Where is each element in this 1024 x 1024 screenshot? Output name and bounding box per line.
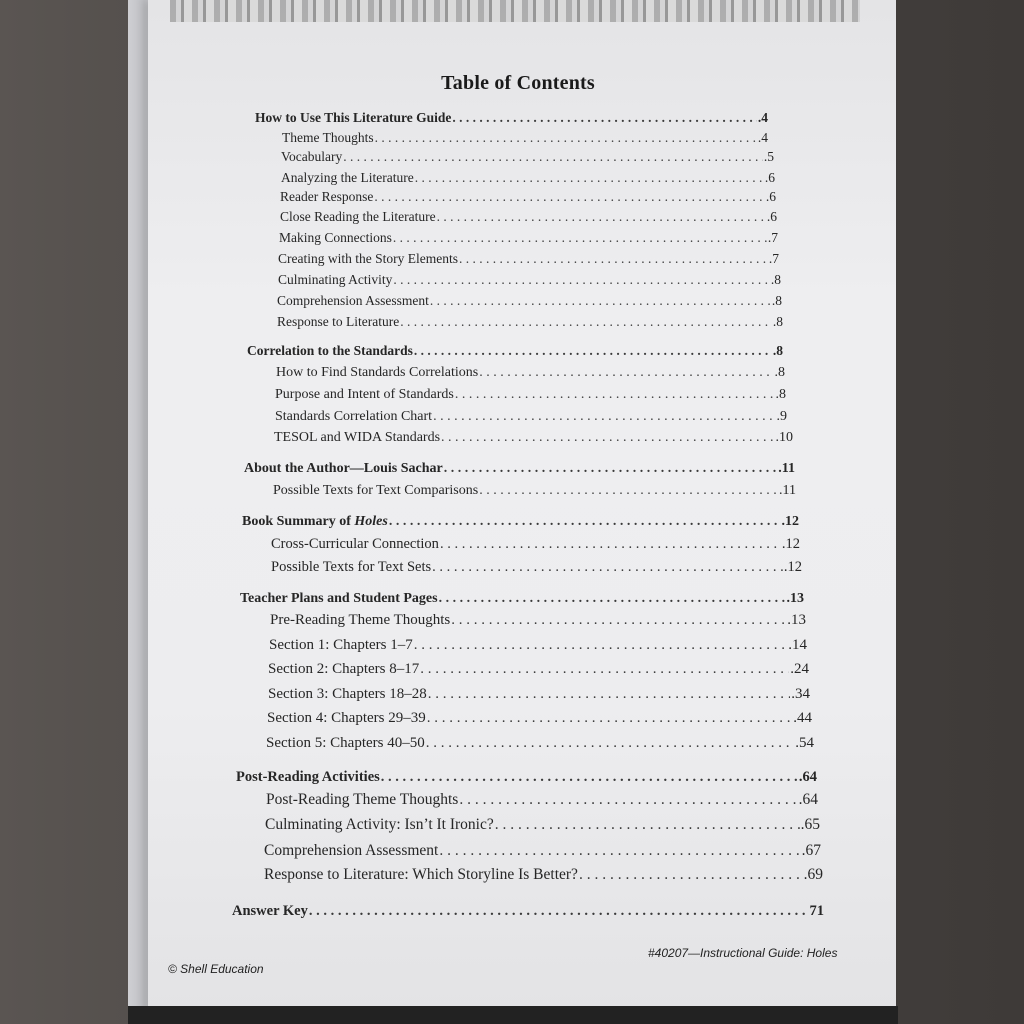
toc-entry xyxy=(280,189,776,205)
toc-label: Theme Thoughts xyxy=(282,130,374,145)
toc-entry xyxy=(270,612,806,629)
toc-label-book-title: Holes xyxy=(354,514,388,529)
toc-page: .64 xyxy=(798,791,818,808)
toc-leader xyxy=(428,686,791,703)
toc-entry xyxy=(264,866,823,884)
toc-leader xyxy=(444,461,778,477)
toc-label: Making Connections xyxy=(279,230,392,245)
toc-page: .6 xyxy=(766,209,777,224)
toc-label: Response to Literature: Which Storyline Is Better? xyxy=(264,866,578,883)
toc-entry xyxy=(271,559,802,576)
toc-leader xyxy=(459,791,797,809)
toc-label: TESOL and WIDA Standards xyxy=(274,430,441,445)
toc-page: .12 xyxy=(783,559,802,575)
toc-label xyxy=(242,514,388,530)
toc-entry xyxy=(280,209,777,225)
toc-label: Standards Correlation Chart xyxy=(275,409,433,424)
toc-label: Creating with the Story Elements xyxy=(278,251,458,266)
toc-page: .44 xyxy=(793,710,812,726)
toc-label: Culminating Activity: Isn’t It Ironic? xyxy=(265,816,494,833)
page-title: Table of Contents xyxy=(441,72,595,94)
toc-entry xyxy=(265,816,820,834)
toc-leader xyxy=(452,110,756,126)
toc-leader xyxy=(433,409,775,425)
toc-entry xyxy=(271,536,800,553)
toc-page: .8 xyxy=(771,293,782,308)
toc-label: Answer Key xyxy=(232,903,308,919)
toc-leader xyxy=(426,735,795,752)
toc-leader xyxy=(381,769,798,786)
toc-page: .6 xyxy=(765,189,776,204)
toc-page: .8 xyxy=(772,314,783,329)
toc-leader xyxy=(430,293,771,309)
toc-label: Comprehension Assessment xyxy=(277,293,429,308)
toc-heading xyxy=(240,591,804,607)
toc-leader xyxy=(439,591,786,607)
toc-entry xyxy=(278,251,779,267)
toc-entry xyxy=(275,387,786,403)
toc-entry xyxy=(281,170,775,186)
toc-label: Pre-Reading Theme Thoughts xyxy=(270,612,451,628)
toc-leader xyxy=(451,612,786,629)
toc-heading xyxy=(242,514,799,530)
toc-entry xyxy=(268,661,809,678)
toc-label: How to Use This Literature Guide xyxy=(255,110,452,125)
toc-leader xyxy=(393,230,767,246)
toc-entry xyxy=(277,293,782,309)
toc-page: .8 xyxy=(774,365,785,380)
toc-page: .9 xyxy=(776,409,787,424)
toc-entry xyxy=(273,483,796,499)
toc-label: Analyzing the Literature xyxy=(281,170,414,185)
toc-leader xyxy=(479,365,773,381)
toc-entry xyxy=(268,686,810,703)
toc-leader xyxy=(343,149,763,165)
toc-leader xyxy=(309,903,809,920)
toc-page: .54 xyxy=(795,735,814,751)
toc-entry xyxy=(276,365,785,381)
toc-label: Section 4: Chapters 29–39 xyxy=(267,710,426,726)
toc-leader xyxy=(441,430,774,446)
toc-entry xyxy=(281,149,774,165)
toc-page: .6 xyxy=(764,170,775,185)
toc-page: .64 xyxy=(798,769,817,785)
footer-copyright: © Shell Education xyxy=(168,962,264,976)
toc-page: .13 xyxy=(786,591,804,606)
toc-label: Reader Response xyxy=(280,189,374,204)
toc-label: Comprehension Assessment xyxy=(264,842,439,859)
toc-leader xyxy=(400,314,772,330)
toc-page: .67 xyxy=(801,842,821,859)
toc-leader xyxy=(479,483,778,499)
toc-label: Post-Reading Activities xyxy=(236,769,380,785)
toc-entry xyxy=(266,735,814,752)
toc-label: Section 3: Chapters 18–28 xyxy=(268,686,427,702)
toc-entry xyxy=(264,842,821,860)
toc-label: About the Author—Louis Sachar xyxy=(244,461,443,476)
toc-page: 71 xyxy=(809,903,824,919)
toc-leader xyxy=(420,661,789,678)
toc-heading xyxy=(255,110,768,126)
toc-label: Teacher Plans and Student Pages xyxy=(240,591,438,606)
toc-entry xyxy=(278,272,781,288)
toc-leader xyxy=(437,209,766,225)
toc-label: Response to Literature xyxy=(277,314,400,329)
footer-guide-title: #40207—Instructional Guide: Holes xyxy=(648,946,838,960)
toc-leader xyxy=(579,866,803,884)
toc-page: .69 xyxy=(803,866,823,883)
toc-page: .7 xyxy=(767,230,778,245)
toc-page: .14 xyxy=(788,637,807,653)
toc-page: .11 xyxy=(779,483,796,498)
toc-leader xyxy=(455,387,775,403)
toc-page: .13 xyxy=(787,612,806,628)
toc-label: Culminating Activity xyxy=(278,272,393,287)
toc-entry xyxy=(274,430,793,446)
toc-entry xyxy=(277,314,783,330)
toc-heading xyxy=(236,769,817,786)
toc-leader xyxy=(415,170,764,186)
toc-leader xyxy=(432,559,783,576)
toc-page: .12 xyxy=(781,536,800,552)
toc-label: Close Reading the Literature xyxy=(280,209,436,224)
toc-heading xyxy=(244,461,795,477)
toc-leader xyxy=(414,343,772,359)
toc-label: Purpose and Intent of Standards xyxy=(275,387,454,402)
toc-page: .34 xyxy=(791,686,810,702)
toc-label-prefix: Book Summary of xyxy=(242,514,355,529)
toc-label: Section 5: Chapters 40–50 xyxy=(266,735,425,751)
toc-label: How to Find Standards Correlations xyxy=(276,365,479,380)
toc-heading xyxy=(247,343,783,359)
toc-label: Post-Reading Theme Thoughts xyxy=(266,791,459,808)
toc-page: .12 xyxy=(781,514,799,529)
toc-label: Section 1: Chapters 1–7 xyxy=(269,637,413,653)
toc-entry xyxy=(266,791,818,809)
toc-page: .11 xyxy=(778,461,795,476)
toc-entry xyxy=(282,130,768,146)
toc-entry xyxy=(267,710,812,727)
toc-page: .7 xyxy=(768,251,779,266)
toc-page: .8 xyxy=(772,343,783,358)
toc-leader xyxy=(440,536,781,553)
toc-page: .65 xyxy=(800,816,820,833)
toc-leader xyxy=(439,842,800,860)
toc-entry xyxy=(279,230,778,246)
toc-page: .4 xyxy=(757,110,768,125)
toc-label: Vocabulary xyxy=(281,149,343,164)
toc-page: .24 xyxy=(790,661,809,677)
toc-page: .10 xyxy=(775,430,793,445)
toc-label: Cross-Curricular Connection xyxy=(271,536,439,552)
toc-leader xyxy=(459,251,768,267)
toc-page: .8 xyxy=(775,387,786,402)
toc-label: Section 2: Chapters 8–17 xyxy=(268,661,420,677)
toc-leader xyxy=(375,130,757,146)
toc-leader xyxy=(427,710,793,727)
toc-entry xyxy=(269,637,807,654)
toc-page: .8 xyxy=(770,272,781,287)
toc-leader xyxy=(389,514,781,530)
toc-page: .5 xyxy=(763,149,774,164)
toc-leader xyxy=(374,189,765,205)
toc-page: .4 xyxy=(757,130,768,145)
toc-label: Correlation to the Standards xyxy=(247,343,413,358)
toc-leader xyxy=(393,272,770,288)
toc-heading xyxy=(232,903,824,920)
toc-label: Possible Texts for Text Sets xyxy=(271,559,432,575)
toc-leader xyxy=(495,816,800,834)
toc-entry xyxy=(275,409,787,425)
toc-leader xyxy=(414,637,788,654)
toc-label: Possible Texts for Text Comparisons xyxy=(273,483,479,498)
